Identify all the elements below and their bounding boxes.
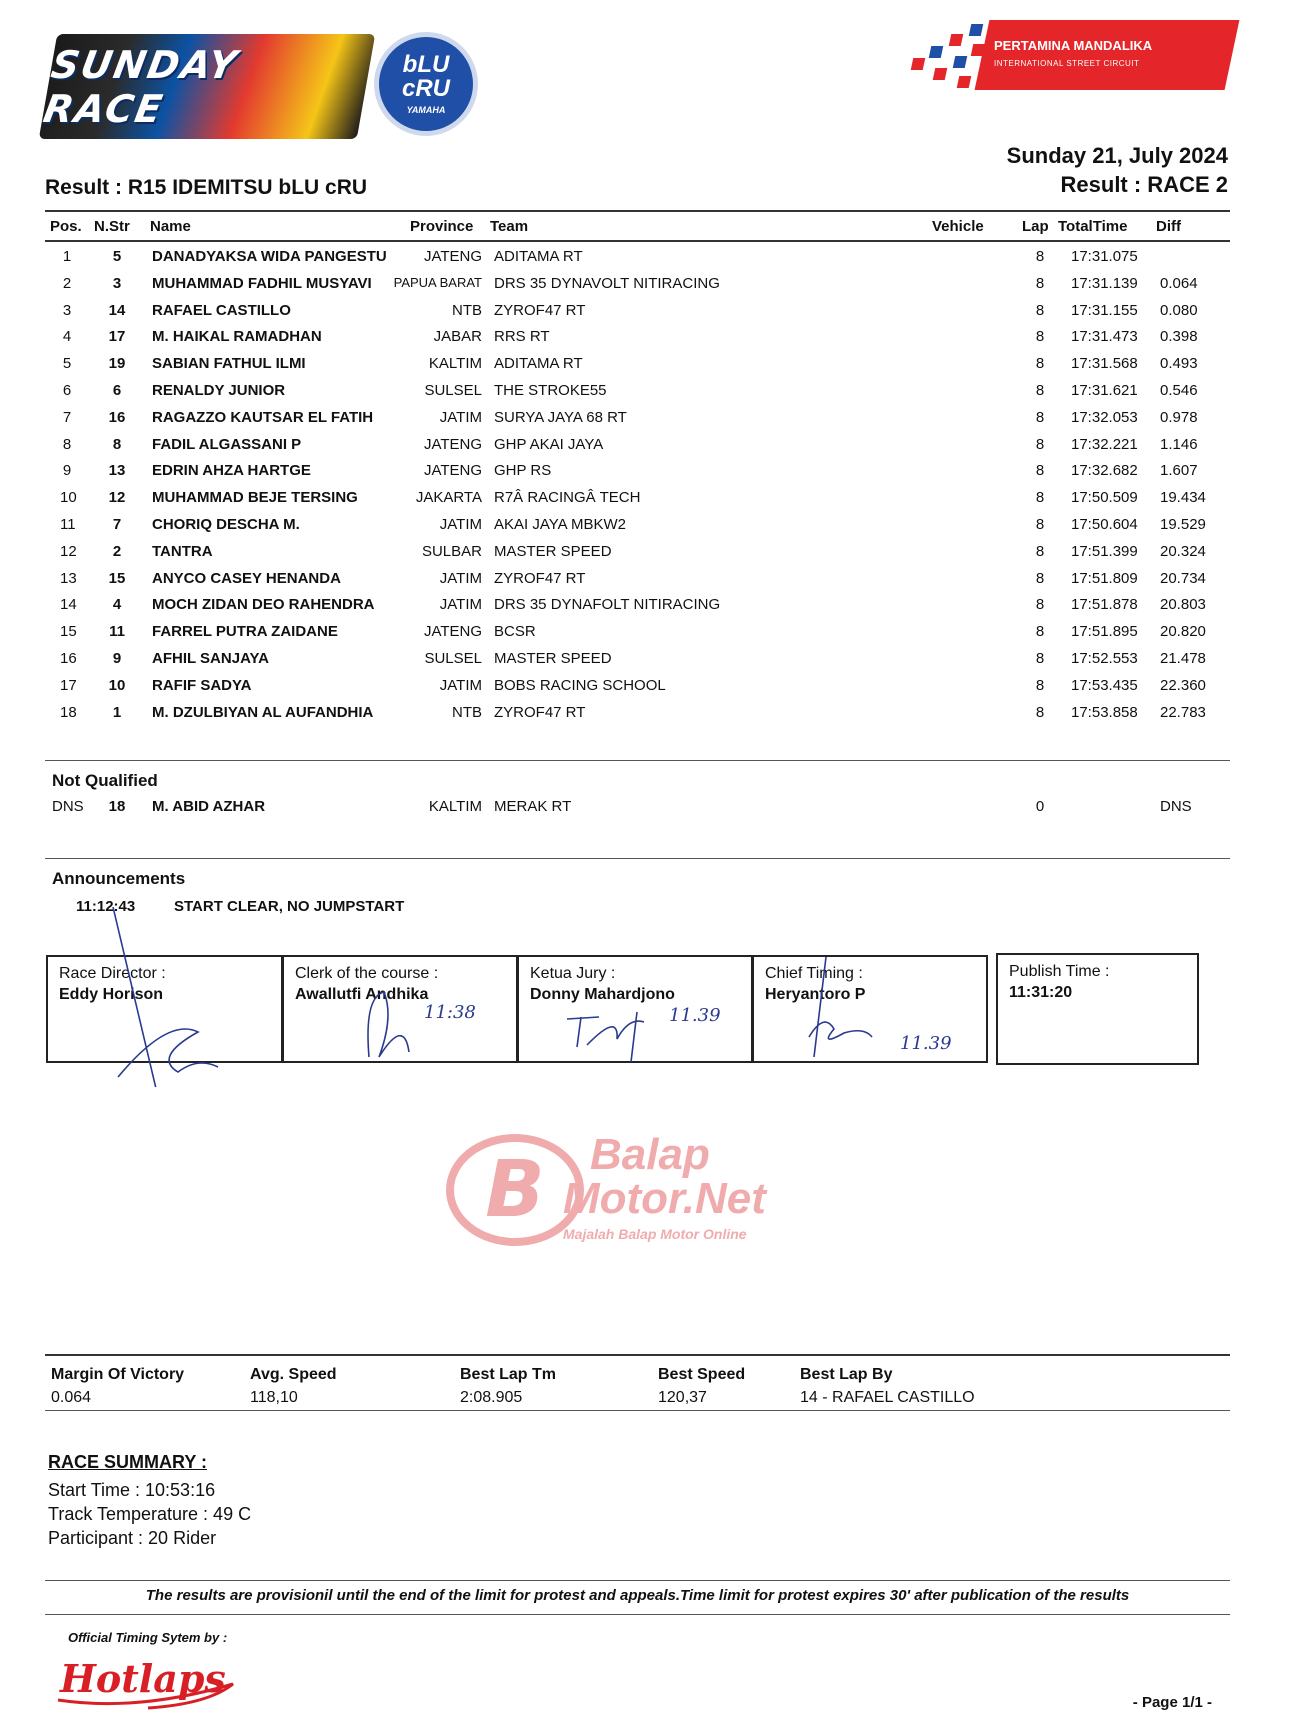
clerk-of-course-box <box>282 955 518 1063</box>
svg-text:B: B <box>485 1145 545 1235</box>
cell-province: JATENG <box>423 248 482 265</box>
cell-team: ADITAMA RT <box>494 355 583 373</box>
clerk-signature <box>284 957 520 1065</box>
nq-name: M. ABID AZHAR <box>152 798 266 815</box>
table-row <box>0 596 1300 622</box>
cell-lap: 8 <box>1035 462 1045 480</box>
sunday-race-logo <box>39 34 376 139</box>
table-row <box>0 570 1300 596</box>
cell-totaltime: 17:53.435 <box>1071 676 1138 694</box>
circuit-logo-title: PERTAMINA MANDALIKA <box>994 38 1153 53</box>
cell-name: FARREL PUTRA ZAIDANE <box>152 623 338 641</box>
nq-pos: DNS <box>52 798 84 815</box>
col-vehicle: Vehicle <box>932 218 984 235</box>
cell-team: MASTER SPEED <box>494 542 612 560</box>
watermark-line1: Balap <box>590 1130 710 1179</box>
cell-pos: 14 <box>60 596 77 614</box>
nq-team: MERAK RT <box>494 798 572 815</box>
cell-diff: 1.146 <box>1160 435 1198 453</box>
cell-lap: 8 <box>1035 382 1045 399</box>
cell-diff: 20.820 <box>1160 623 1206 641</box>
table-row <box>0 623 1300 649</box>
cell-nstr: 6 <box>112 382 122 399</box>
chief-timing-signature <box>754 957 990 1065</box>
disclaimer-bottom-rule <box>45 1614 1230 1615</box>
stat-label-best-lap-by: Best Lap By <box>800 1366 893 1383</box>
cell-name: SABIAN FATHUL ILMI <box>152 355 306 373</box>
cell-pos: 11 <box>60 516 76 533</box>
table-row <box>0 543 1300 569</box>
cell-totaltime: 17:32.053 <box>1071 408 1138 426</box>
cell-lap: 8 <box>1035 596 1045 614</box>
col-team: Team <box>490 218 529 235</box>
cell-team: ADITAMA RT <box>494 248 583 265</box>
cell-diff: 1.607 <box>1160 462 1198 480</box>
cell-team: BOBS RACING SCHOOL <box>494 676 666 694</box>
hotlaps-logo <box>48 1654 238 1710</box>
cell-lap: 8 <box>1035 435 1045 453</box>
cell-totaltime: 17:31.155 <box>1071 301 1138 319</box>
cell-totaltime: 17:31.139 <box>1071 274 1138 292</box>
cell-diff: 20.803 <box>1160 596 1206 614</box>
cell-nstr: 1 <box>112 703 122 721</box>
cell-nstr: 8 <box>112 435 122 453</box>
cell-nstr: 16 <box>108 408 126 426</box>
cell-team: AKAI JAYA MBKW2 <box>494 516 626 533</box>
cell-nstr: 17 <box>108 328 126 346</box>
cell-team: BCSR <box>494 623 536 641</box>
cell-province: JATIM <box>439 569 482 587</box>
cell-diff: 19.529 <box>1160 516 1206 533</box>
cell-name: RAFAEL CASTILLO <box>152 301 291 319</box>
chief-timing-box <box>752 955 988 1063</box>
sig-role: Race Director : <box>59 965 166 982</box>
nq-nstr: 18 <box>108 798 126 815</box>
cell-province: SULBAR <box>421 542 482 560</box>
cell-lap: 8 <box>1035 703 1045 721</box>
cell-totaltime: 17:50.604 <box>1071 516 1138 533</box>
cell-name: MOCH ZIDAN DEO RAHENDRA <box>152 596 375 614</box>
cell-lap: 8 <box>1035 328 1045 346</box>
sig-role: Ketua Jury : <box>530 965 616 982</box>
cell-pos: 5 <box>62 355 72 373</box>
cell-diff: 0.546 <box>1160 382 1198 399</box>
table-row <box>0 275 1300 301</box>
cell-pos: 8 <box>62 435 72 453</box>
cell-team: R7Â RACINGÂ TECH <box>494 489 641 507</box>
cell-totaltime: 17:32.221 <box>1071 435 1138 453</box>
table-row <box>0 382 1300 408</box>
stats-bottom-rule <box>45 1410 1230 1411</box>
cell-diff: 21.478 <box>1160 650 1206 667</box>
cell-lap: 8 <box>1035 489 1045 507</box>
cell-province: SULSEL <box>424 382 482 399</box>
sig-person: Eddy Horison <box>59 986 164 1003</box>
race-director-signature <box>48 907 285 1087</box>
cell-team: MASTER SPEED <box>494 650 612 667</box>
cell-province: KALTIM <box>428 355 482 373</box>
publish-time-box <box>996 953 1199 1065</box>
cell-province: JATENG <box>423 623 482 641</box>
cell-name: MUHAMMAD FADHIL MUSYAVI <box>152 274 372 292</box>
cell-totaltime: 17:51.895 <box>1071 623 1138 641</box>
cell-nstr: 12 <box>108 489 126 507</box>
cell-team: DRS 35 DYNAFOLT NITIRACING <box>494 596 721 614</box>
not-qualified-row <box>0 798 1300 824</box>
stat-value-avg-speed: 118,10 <box>250 1389 298 1406</box>
cell-province: JATIM <box>439 596 482 614</box>
cell-name: AFHIL SANJAYA <box>152 650 269 667</box>
header-top-rule <box>45 210 1230 212</box>
cell-diff: 0.493 <box>1160 355 1198 373</box>
publish-time-value: 11:31:20 <box>1009 984 1073 1001</box>
col-diff: Diff <box>1156 218 1181 235</box>
cell-province: JABAR <box>433 328 482 346</box>
table-row <box>0 677 1300 703</box>
cell-totaltime: 17:31.075 <box>1071 248 1138 265</box>
col-name: Name <box>150 218 191 235</box>
disclaimer-top-rule <box>45 1580 1230 1581</box>
watermark-line3: Majalah Balap Motor Online <box>563 1226 747 1242</box>
cell-nstr: 15 <box>108 569 126 587</box>
cell-pos: 16 <box>60 650 77 667</box>
announcements-label: Announcements <box>52 869 186 888</box>
race-director-box <box>46 955 283 1063</box>
disclaimer: The results are provisionil until the end of the limit for protest and appeals.Time limit for protest expires 30' after publication of the results <box>145 1587 1130 1604</box>
cell-name: RAGAZZO KAUTSAR EL FATIH <box>152 408 374 426</box>
cell-nstr: 3 <box>112 274 122 292</box>
summary-participant: Participant : 20 Rider <box>48 1528 217 1548</box>
blu-cru-logo-line3: YAMAHA <box>406 105 446 115</box>
table-row <box>0 489 1300 515</box>
cell-lap: 8 <box>1035 408 1045 426</box>
nq-lap: 0 <box>1035 798 1045 815</box>
col-nstr: N.Str <box>94 218 130 235</box>
cell-lap: 8 <box>1035 274 1045 292</box>
cell-totaltime: 17:50.509 <box>1071 489 1138 507</box>
announcement-time: 11:12:43 <box>76 898 136 915</box>
cell-name: RENALDY JUNIOR <box>152 382 286 399</box>
table-row <box>0 248 1300 274</box>
cell-name: RAFIF SADYA <box>152 676 252 694</box>
clerk-sign-time: 11:38 <box>424 1002 476 1023</box>
cell-diff: 0.398 <box>1160 328 1198 346</box>
cell-pos: 4 <box>62 328 72 346</box>
cell-province: SULSEL <box>424 650 482 667</box>
cell-team: ZYROF47 RT <box>494 569 586 587</box>
cell-province: JATENG <box>423 435 482 453</box>
cell-lap: 8 <box>1035 355 1045 373</box>
sunday-race-logo-text: SUNDAY RACE <box>40 42 242 131</box>
cell-team: THE STROKE55 <box>494 382 607 399</box>
cell-totaltime: 17:53.858 <box>1071 703 1138 721</box>
cell-nstr: 4 <box>112 596 122 614</box>
nq-diff: DNS <box>1160 798 1192 815</box>
cell-diff: 20.734 <box>1160 569 1206 587</box>
cell-province: JATIM <box>439 516 482 533</box>
cell-name: MUHAMMAD BEJE TERSING <box>152 489 358 507</box>
announcement-text: START CLEAR, NO JUMPSTART <box>174 898 405 915</box>
stat-label-best-lap: Best Lap Tm <box>460 1366 557 1383</box>
timing-sign-time: 11.39 <box>900 1033 952 1054</box>
cell-nstr: 2 <box>112 542 122 560</box>
cell-totaltime: 17:31.568 <box>1071 355 1138 373</box>
cell-lap: 8 <box>1035 569 1045 587</box>
cell-name: CHORIQ DESCHA M. <box>152 516 300 533</box>
cell-diff: 20.324 <box>1160 542 1206 560</box>
cell-province: JATIM <box>439 676 482 694</box>
cell-pos: 15 <box>60 623 77 641</box>
cell-pos: 6 <box>62 382 72 399</box>
cell-name: ANYCO CASEY HENANDA <box>152 569 341 587</box>
nq-province: KALTIM <box>428 798 482 815</box>
not-qualified-label: Not Qualified <box>52 771 158 790</box>
cell-totaltime: 17:51.809 <box>1071 569 1138 587</box>
cell-lap: 8 <box>1035 516 1045 533</box>
cell-totaltime: 17:32.682 <box>1071 462 1138 480</box>
results-end-rule <box>45 760 1230 761</box>
cell-diff: 19.434 <box>1160 489 1206 507</box>
cell-province: JAKARTA <box>415 489 482 507</box>
cell-team: RRS RT <box>494 328 550 346</box>
cell-name: M. HAIKAL RAMADHAN <box>152 328 322 346</box>
cell-lap: 8 <box>1035 623 1045 641</box>
cell-nstr: 10 <box>108 676 126 694</box>
cell-pos: 12 <box>60 542 77 560</box>
stat-label-margin: Margin Of Victory <box>51 1366 185 1383</box>
cell-team: SURYA JAYA 68 RT <box>494 408 627 426</box>
sig-person: Awallutfi Andhika <box>295 986 429 1003</box>
cell-nstr: 11 <box>109 623 125 641</box>
cell-team: GHP RS <box>494 462 552 480</box>
cell-province: NTB <box>452 301 482 319</box>
cell-totaltime: 17:52.553 <box>1071 650 1138 667</box>
cell-totaltime: 17:31.473 <box>1071 328 1138 346</box>
hotlaps-logo-text: Hotlaps <box>60 1656 226 1701</box>
cell-diff: 0.080 <box>1160 301 1198 319</box>
table-row <box>0 328 1300 354</box>
cell-diff: 22.360 <box>1160 676 1206 694</box>
balapmotor-watermark <box>445 1128 865 1248</box>
watermark-line2: Motor.Net <box>563 1174 766 1223</box>
cell-lap: 8 <box>1035 650 1045 667</box>
cell-province: JATIM <box>439 408 482 426</box>
cell-pos: 18 <box>60 703 77 721</box>
cell-pos: 17 <box>60 676 77 694</box>
col-totaltime: TotalTime <box>1058 218 1128 235</box>
cell-totaltime: 17:51.399 <box>1071 542 1138 560</box>
cell-nstr: 7 <box>112 516 122 533</box>
cell-totaltime: 17:31.621 <box>1071 382 1138 399</box>
nq-end-rule <box>45 858 1230 859</box>
cell-lap: 8 <box>1035 542 1045 560</box>
blu-cru-logo-line2: cRU <box>401 75 450 102</box>
stats-top-rule <box>45 1354 1230 1356</box>
cell-totaltime: 17:51.878 <box>1071 596 1138 614</box>
jury-sign-time: 11.39 <box>669 1005 721 1026</box>
cell-team: DRS 35 DYNAVOLT NITIRACING <box>494 274 720 292</box>
sig-person: Heryantoro P <box>765 986 866 1003</box>
col-lap: Lap <box>1022 218 1049 235</box>
result-title: Result : R15 IDEMITSU bLU cRU <box>45 176 368 199</box>
sig-role: Publish Time : <box>1009 963 1110 980</box>
cell-pos: 2 <box>62 274 72 292</box>
cell-pos: 9 <box>62 462 72 480</box>
stat-value-best-speed: 120,37 <box>658 1389 707 1406</box>
race-date: Sunday 21, July 2024 <box>1006 143 1228 168</box>
blu-cru-logo <box>374 32 478 136</box>
stat-value-best-lap-by: 14 - RAFAEL CASTILLO <box>800 1389 975 1406</box>
stat-label-avg-speed: Avg. Speed <box>250 1366 337 1383</box>
circuit-logo-subtitle: INTERNATIONAL STREET CIRCUIT <box>994 59 1140 68</box>
cell-nstr: 14 <box>108 301 126 319</box>
cell-pos: 3 <box>62 301 72 319</box>
cell-province: PAPUA BARAT <box>393 274 482 290</box>
timing-system-label: Official Timing Sytem by : <box>68 1630 228 1645</box>
mandalika-circuit-logo <box>912 20 1232 90</box>
cell-team: GHP AKAI JAYA <box>494 435 604 453</box>
cell-pos: 7 <box>62 408 72 426</box>
cell-name: DANADYAKSA WIDA PANGESTU <box>152 248 387 265</box>
cell-pos: 10 <box>60 489 77 507</box>
table-row <box>0 650 1300 676</box>
cell-team: ZYROF47 RT <box>494 301 586 319</box>
cell-diff: 0.064 <box>1160 274 1198 292</box>
table-row <box>0 436 1300 462</box>
cell-lap: 8 <box>1035 248 1045 265</box>
col-pos: Pos. <box>50 218 82 235</box>
race-number: Result : RACE 2 <box>1060 172 1228 197</box>
cell-diff: 22.783 <box>1160 703 1206 721</box>
stat-label-best-speed: Best Speed <box>658 1366 746 1383</box>
cell-name: FADIL ALGASSANI P <box>152 435 302 453</box>
stat-value-best-lap: 2:08.905 <box>460 1389 523 1406</box>
sig-person: Donny Mahardjono <box>530 986 675 1003</box>
blu-cru-logo-line1: bLU <box>402 51 450 78</box>
sig-role: Chief Timing : <box>765 965 863 982</box>
col-province: Province <box>410 218 474 235</box>
table-row <box>0 704 1300 730</box>
page-number: - Page 1/1 - <box>1132 1694 1212 1711</box>
cell-diff: 0.978 <box>1160 408 1198 426</box>
table-row <box>0 355 1300 381</box>
cell-name: EDRIN AHZA HARTGE <box>152 462 311 480</box>
cell-pos: 13 <box>60 569 77 587</box>
ketua-jury-box <box>517 955 753 1063</box>
summary-start-time: Start Time : 10:53:16 <box>48 1480 216 1500</box>
summary-track-temp: Track Temperature : 49 C <box>48 1504 252 1524</box>
cell-name: TANTRA <box>152 542 213 560</box>
cell-pos: 1 <box>62 248 72 265</box>
stat-value-margin: 0.064 <box>51 1389 92 1406</box>
sig-role: Clerk of the course : <box>295 965 439 982</box>
table-row <box>0 462 1300 488</box>
table-row <box>0 409 1300 435</box>
table-row <box>0 516 1300 542</box>
cell-team: ZYROF47 RT <box>494 703 586 721</box>
cell-lap: 8 <box>1035 676 1045 694</box>
cell-nstr: 19 <box>108 355 126 373</box>
race-summary-title: RACE SUMMARY : <box>48 1452 208 1472</box>
cell-province: NTB <box>452 703 482 721</box>
table-row <box>0 302 1300 328</box>
header-bottom-rule <box>45 240 1230 242</box>
cell-nstr: 13 <box>108 462 126 480</box>
cell-province: JATENG <box>423 462 482 480</box>
cell-lap: 8 <box>1035 301 1045 319</box>
cell-nstr: 5 <box>112 248 122 265</box>
cell-name: M. DZULBIYAN AL AUFANDHIA <box>152 703 374 721</box>
cell-nstr: 9 <box>112 650 122 667</box>
